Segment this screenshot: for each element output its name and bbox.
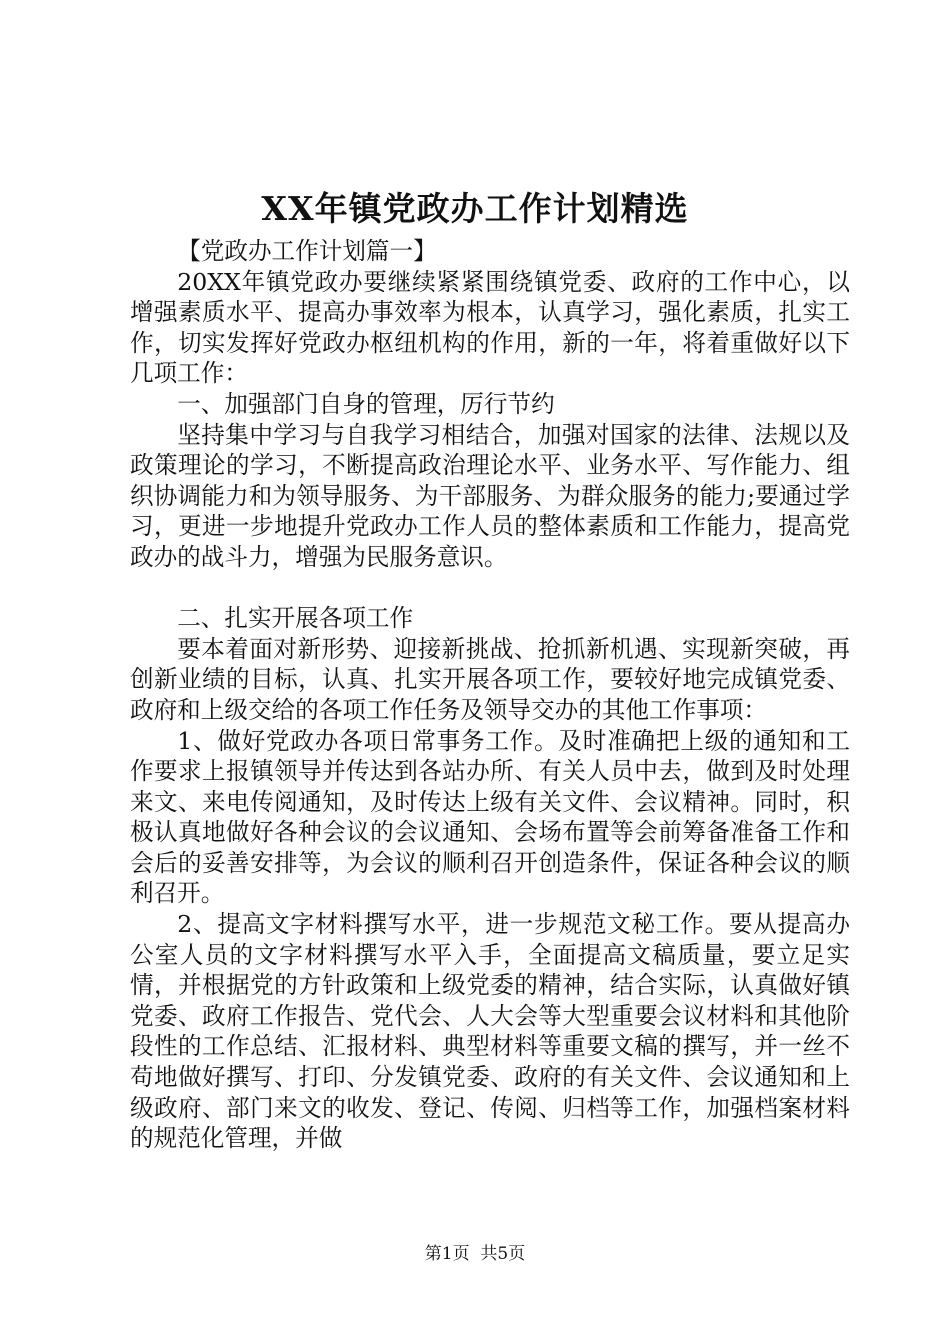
paragraph-item-1: 1、做好党政办各项日常事务工作。及时准确把上级的通知和工作要求上报镇领导并传达到各站办所、有关人员中去，做到及时处理来文、来电传阅通知，及时传达上级有关文件、会议精神。同时，积极认真地做好各种会议的会议通知、会场布置等会前筹备准备工作和会后的妥善安排等，为会议的顺利召开创造条件，保证各种会议的顺利召开。 [130,726,850,908]
paragraph-blank [130,573,850,604]
paragraph-heading-1: 一、加强部门自身的管理，厉行节约 [177,389,555,418]
footer-separator [470,1244,481,1264]
paragraph-body-2: 要本着面对新形势、迎接新挑战、抢抓新机遇、实现新突破，再创新业绩的目标，认真、扎实开展各项工作，要较好地完成镇党委、政府和上级交给的各项工作任务及领导交办的其他工作事项： [130,634,850,724]
paragraph-item-2: 2、提高文字材料撰写水平，进一步规范文秘工作。要从提高办公室人员的文字材料撰写水平入手，全面提高文稿质量，要立足实情，并根据党的方针政策和上级党委的精神，结合实际，认真做好镇党委、政府工作报告、党代会、人大会等大型重要会议材料和其他阶段性的工作总结、汇报材料、典型材料等重要文稿的撰写，并一丝不苟地做好撰写、打印、分发镇党委、政府的有关文件、会议通知和上级政府、部门来文的收发、登记、传阅、归档等工作，加强档案材料的规范化管理，并做 [130,910,850,1153]
document-title: XX年镇党政办工作计划精选 [261,189,689,228]
paragraph-section-heading: 【党政办工作计划篇一】 [177,237,437,265]
paragraph-body-1: 坚持集中学习与自我学习相结合，加强对国家的法律、法规以及政策理论的学习，不断提高政治理论水平、业务水平、写作能力、组织协调能力和为领导服务、为干部服务、为群众服务的能力;要通过学习，更进一步地提升党政办工作人员的整体素质和工作能力，提高党政办的战斗力，增强为民服务意识。 [130,420,850,571]
paragraph-intro: 20XX年镇党政办要继续紧紧围绕镇党委、政府的工作中心，以增强素质水平、提高办事效率为根本，认真学习，强化素质，扎实工作，切实发挥好党政办枢纽机构的作用，新的一年，将着重做好以下几项工作： [130,267,850,388]
document-body [130,236,850,1154]
page-number-current: 第1页 [424,1244,470,1264]
paragraph-heading-2: 二、扎实开展各项工作 [177,604,414,633]
page-footer [0,1242,950,1266]
page-number-total: 共5页 [480,1244,526,1264]
